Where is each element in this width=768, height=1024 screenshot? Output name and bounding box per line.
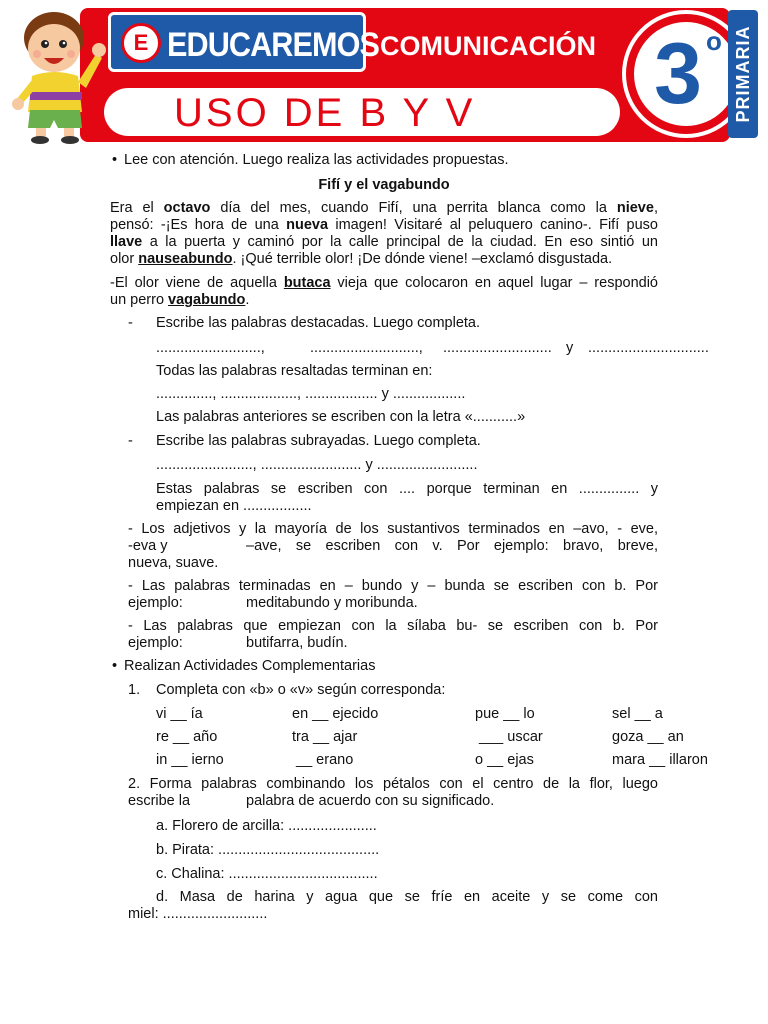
highlight-word: nueva — [286, 217, 329, 233]
story-text: pensó: -¡Es hora de una — [110, 217, 287, 233]
question-1-text: Completa con «b» o «v» según corresponda: — [156, 682, 446, 698]
rule-1-line3: nueva, suave. — [128, 555, 219, 571]
story-text: imagen! Visitaré al peluquero canino-. Fifí puso — [328, 217, 658, 233]
story-p1-line2 — [110, 217, 658, 234]
level-label: PRIMARIA — [733, 25, 753, 123]
complementary-bullet: • — [112, 658, 118, 674]
story-text: un perro — [110, 292, 169, 308]
underlined-word: vagabundo — [168, 292, 246, 308]
grade-ordinal: o — [706, 26, 722, 56]
subject-label: COMUNICACIÓN — [380, 31, 596, 61]
activity-1-blank: ..........................., — [310, 340, 423, 356]
level-bar — [728, 10, 758, 138]
word-blank: vi __ ía — [156, 706, 203, 722]
activity-1-question-blanks: .............., ..................., .................. y .................. — [156, 386, 466, 402]
activity-1-instruction: Escribe las palabras destacadas. Luego completa. — [156, 315, 481, 331]
rule-2-line2a: ejemplo: — [128, 595, 183, 611]
story-text: a la puerta y caminó por la calle principal de la ciudad. En eso sintió un — [142, 234, 658, 250]
highlight-word: octavo — [163, 200, 211, 216]
rule-3-line1: - Las palabras que empiezan con la sílaba bu- se escriben con b. Por — [128, 618, 658, 634]
story-p1-line1 — [110, 200, 658, 217]
word-blank: ___ uscar — [475, 729, 543, 745]
word-blank: o __ ejas — [475, 752, 534, 768]
story-title: Fifí y el vagabundo — [318, 177, 450, 193]
activity-1-blank: ........................... — [443, 340, 552, 356]
story-p2-line1 — [110, 275, 658, 292]
item-d-line2: miel: .......................... — [128, 906, 268, 922]
rule-1-line2b: –ave, se escriben con v. Por ejemplo: bravo, breve, — [246, 538, 658, 554]
grade-inner — [634, 22, 738, 126]
brand-logo-icon: E — [121, 23, 161, 63]
activity-1-blank: .............................. — [588, 340, 709, 356]
item-c: c. Chalina: ..................................... — [156, 866, 378, 882]
item-a: a. Florero de arcilla: ...................... — [156, 818, 377, 834]
activity-1-letter: Las palabras anteriores se escriben con la letra «...........» — [156, 409, 526, 425]
story-p1-line3 — [110, 234, 658, 251]
grade-number: 3 — [654, 26, 702, 122]
activity-1-blank: .........................., — [156, 340, 265, 356]
rule-1-line1: - Los adjetivos y la mayoría de los sustantivos terminados en –avo, - eve, — [128, 521, 658, 537]
rule-2-line2b: meditabundo y moribunda. — [246, 595, 418, 611]
story-text: Era el — [110, 200, 164, 216]
rule-3-line2b: butifarra, budín. — [246, 635, 348, 651]
story-p2-line2 — [110, 292, 249, 309]
word-blank: goza __ an — [612, 729, 684, 745]
word-blank: mara __ illaron — [612, 752, 708, 768]
activity-1-question: Todas las palabras resaltadas terminan en: — [156, 363, 433, 379]
story-text: vieja que colocaron en aquel lugar – respondió — [330, 275, 658, 291]
activity-2-question-line2: empiezan en ................. — [156, 498, 312, 514]
activity-dash: - — [128, 315, 133, 331]
activity-dash: - — [128, 433, 133, 449]
story-text: . — [245, 292, 250, 308]
intro-bullet: • — [112, 152, 118, 168]
story-text: día del mes, cuando Fifí, una perrita blanca como la — [210, 200, 617, 216]
word-blank: re __ año — [156, 729, 218, 745]
rule-1-line2a: -eva y — [128, 538, 168, 554]
underlined-word: nauseabundo — [138, 251, 233, 267]
word-blank: sel __ a — [612, 706, 663, 722]
rule-3-line2a: ejemplo: — [128, 635, 183, 651]
question-1-number: 1. — [128, 682, 141, 698]
word-blank: in __ ierno — [156, 752, 224, 768]
brand-name: EDUCAREMOS — [167, 26, 380, 64]
activity-2-blanks: ........................, ......................... y ......................... — [156, 457, 478, 473]
activity-2-question-line1: Estas palabras se escriben con .... porque terminan en ............... y — [156, 481, 658, 497]
highlight-word: nieve — [616, 200, 654, 216]
word-blank: tra __ ajar — [292, 729, 358, 745]
word-blank: __ erano — [292, 752, 354, 768]
page-title: USO DE B Y V — [174, 91, 476, 135]
question-2-line2b: palabra de acuerdo con su significado. — [246, 793, 495, 809]
story-text: -El olor viene de aquella — [110, 275, 284, 291]
story-text: olor — [110, 251, 139, 267]
title-box — [104, 88, 620, 136]
boy-mascot-icon — [6, 4, 106, 144]
header-banner — [0, 0, 768, 150]
question-2-line1: 2. Forma palabras combinando los pétalos con el centro de la flor, luego — [128, 776, 658, 792]
activity-2-instruction: Escribe las palabras subrayadas. Luego completa. — [156, 433, 481, 449]
item-b: b. Pirata: ........................................ — [156, 842, 380, 858]
item-d-line1: d. Masa de harina y agua que se fríe en aceite y se come con — [156, 889, 658, 905]
underlined-word: butaca — [283, 275, 331, 291]
activity-1-y: y — [566, 340, 574, 356]
question-2-line2a: escribe la — [128, 793, 191, 809]
story-text: , — [653, 200, 658, 216]
rule-2-line1: - Las palabras terminadas en – bundo y – bunda se escriben con b. Por — [128, 578, 658, 594]
complementary-heading: Realizan Actividades Complementarias — [124, 658, 376, 674]
story-text: . ¡Qué terrible olor! ¡De dónde viene! –exclamó disgustada. — [232, 251, 613, 267]
word-blank: en __ ejecido — [292, 706, 379, 722]
brand-box — [108, 12, 380, 72]
story-p1-line4 — [110, 251, 658, 268]
word-blank: pue __ lo — [475, 706, 535, 722]
highlight-word: llave — [110, 234, 143, 250]
intro-instruction: Lee con atención. Luego realiza las actividades propuestas. — [124, 152, 509, 168]
